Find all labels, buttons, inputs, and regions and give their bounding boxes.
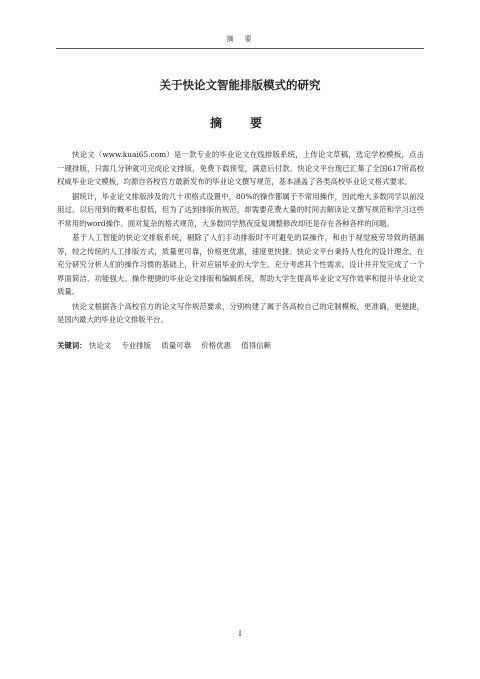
keyword: 值得信赖 [241,340,271,350]
keyword: 专业排版 [121,340,152,350]
running-header: 摘 要 [226,35,254,43]
keyword: 质量可靠 [161,340,191,350]
abstract-paragraph: 据统计，毕业论文排版涉及的几十项格式设置中，80%的操作都属于不常用操作，因此绝大多数同学以前没用过，以后用到的概率也很低，但为了达到排版的规范，却需要花费大量的时间去解读论文撰写规范和学习这些不常用的word操作。面对复杂的格式规范，大多数同学熬夜反复调整修改却还是存在各种各样的问题。 [57,191,424,228]
document-title: 关于快论文智能排版模式的研究 [159,78,321,92]
keywords-label: 关键词： [57,340,87,350]
keywords-line [57,339,424,353]
abstract-paragraph: 基于人工智能的快论文排版系统，剔除了人们手动排版时不可避免的误操作，和由于视觉疲劳导致的错漏等，较之传统的人工排版方式，质量更可靠，价格更优惠，速度更快捷。快论文平台秉持人性化的设计理念，在充分研究分析人们的操作习惯的基础上，针对应届毕业的大学生，充分考虑其个性需求，设计并开发完成了一个界面简洁、功能强大、操作便捷的毕业论文排版和编辑系统，帮助大学生提高毕业论文写作效率和提升毕业论文质量。 [57,233,424,296]
header-rule [56,48,424,49]
page-number: I [238,630,242,638]
abstract-paragraph: 快论文根据各个高校官方的论文写作规范要求，分别构建了属于各高校自己的定制模板，更准确，更便捷，是国内最大的毕业论文排版平台。 [57,301,424,324]
abstract-heading: 摘 要 [209,116,270,130]
keyword: 价格优惠 [201,340,231,350]
abstract-body [57,148,424,352]
keyword: 快论文 [88,340,112,350]
abstract-paragraph: 快论文（www.kuai65.com）是一款专业的毕业论文在线排版系统，上传论文草稿，选定学校模板，点击一键排版，只需几分钟就可完成论文排版，免费下载预览，满意后付款。快论文平台现已汇集了全国617所高校权威毕业论文模板，均源自各校官方最新发布的毕业论文撰写规范，基本涵盖了各类高校毕业论文格式要求。 [57,150,424,186]
